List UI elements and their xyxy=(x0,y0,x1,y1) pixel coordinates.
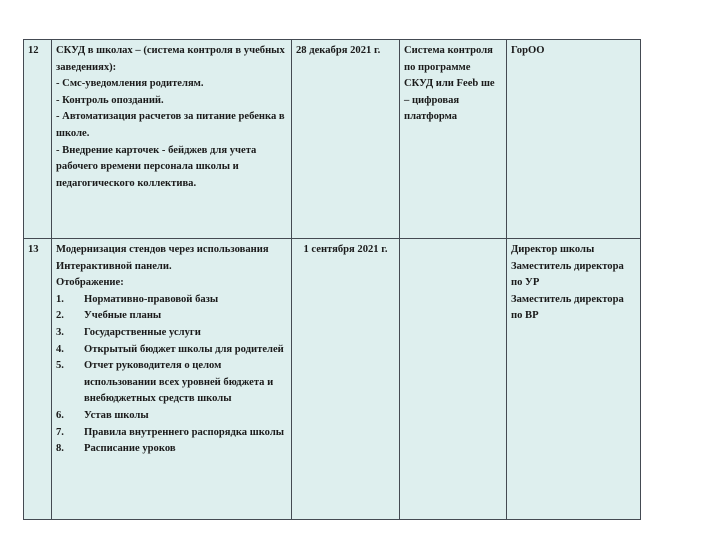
list-item xyxy=(56,358,287,408)
list-item-number: 2. xyxy=(56,310,64,322)
row-number-cell: 12 xyxy=(24,40,52,239)
list-item xyxy=(56,408,287,425)
date-cell: 28 декабря 2021 г. xyxy=(292,40,400,239)
list-item-number: 5. xyxy=(56,360,64,372)
responsible-line: Заместитель директора по ВР xyxy=(511,293,624,322)
list-item-number: 7. xyxy=(56,426,64,438)
list-item-text: Отчет руководителя о целом использовании всех уровней бюджета и внебюджетных средств школы xyxy=(84,360,274,405)
description-line: СКУД в школах – (система контроля в учебных заведениях): xyxy=(56,45,285,73)
description-line: - Контроль опозданий. xyxy=(56,94,164,106)
platform-cell xyxy=(400,239,507,520)
list-item-text: Нормативно-правовой базы xyxy=(84,293,219,305)
responsible-cell: ГорОО xyxy=(507,40,641,239)
date-cell: 1 сентября 2021 г. xyxy=(292,239,400,520)
description-cell xyxy=(52,239,292,520)
list-item xyxy=(56,325,287,342)
list-item xyxy=(56,342,287,359)
list-item-number: 1. xyxy=(56,293,64,305)
list-item-number: 8. xyxy=(56,443,64,455)
row-number-cell: 13 xyxy=(24,239,52,520)
table-row xyxy=(24,40,641,239)
list-item-number: 6. xyxy=(56,409,64,421)
list-item xyxy=(56,308,287,325)
list-item-number: 4. xyxy=(56,343,64,355)
description-line: - Автоматизация расчетов за питание ребенка в школе. xyxy=(56,111,285,139)
description-cell xyxy=(52,40,292,239)
description-line: - Смс-уведомления родителям. xyxy=(56,78,204,90)
list-item-text: Расписание уроков xyxy=(84,443,176,455)
description-line: Модернизация стендов через использования Интерактивной панели. xyxy=(56,244,269,272)
description-line: Отображение: xyxy=(56,277,124,289)
responsible-line: Директор школы xyxy=(511,244,595,255)
list-item xyxy=(56,292,287,309)
list-item xyxy=(56,441,287,458)
list-item-text: Устав школы xyxy=(84,409,149,421)
list-item-text: Учебные планы xyxy=(84,310,162,322)
plan-table xyxy=(23,39,641,520)
list-item-number: 3. xyxy=(56,326,64,338)
responsible-cell xyxy=(507,239,641,520)
responsible-line: Заместитель директора по УР xyxy=(511,260,624,289)
list-item xyxy=(56,425,287,442)
list-item-text: Государственные услуги xyxy=(84,326,201,338)
list-item-text: Открытый бюджет школы для родителей xyxy=(84,343,284,355)
description-line: - Внедрение карточек - бейджев для учета рабочего времени персонала школы и педагогического коллектива. xyxy=(56,144,257,189)
platform-cell: Система контроля по программе СКУД или Feeb ше – цифровая платформа xyxy=(400,40,507,239)
table-row xyxy=(24,239,641,520)
list-item-text: Правила внутреннего распорядка школы xyxy=(84,426,285,438)
